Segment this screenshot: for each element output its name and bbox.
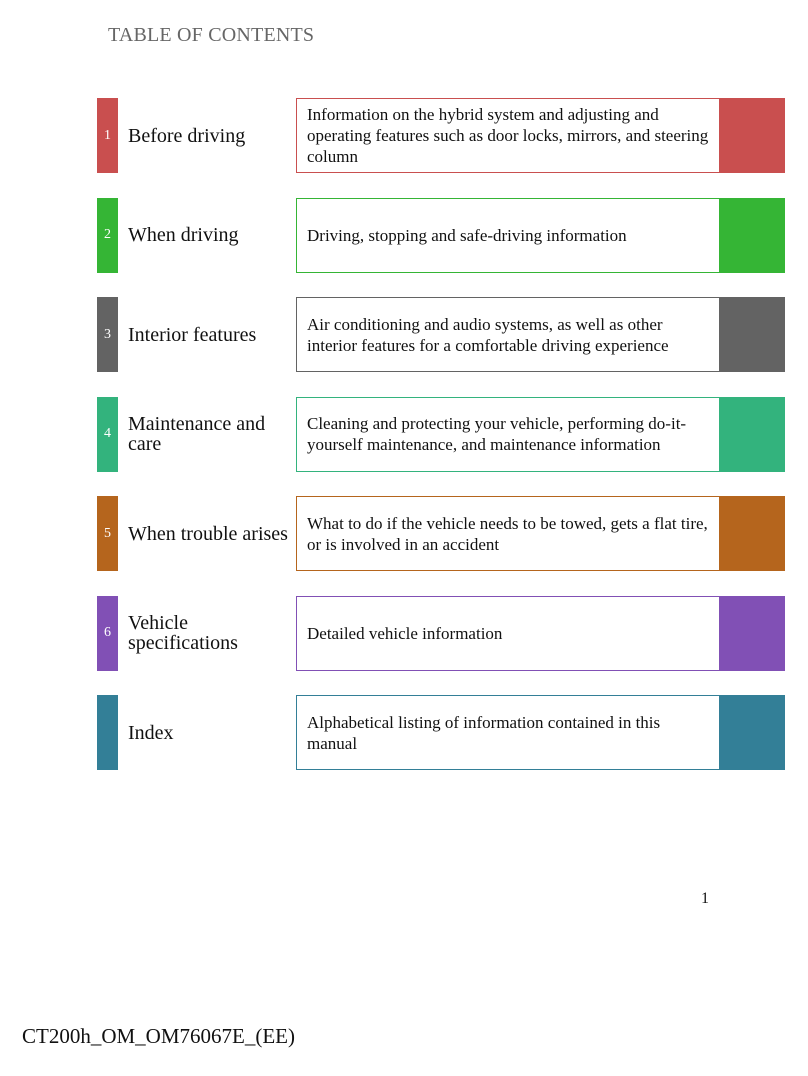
chapter-title[interactable]: Before driving [128, 124, 246, 147]
toc-row-maintenance-and-care[interactable] [97, 397, 785, 472]
chapter-title[interactable]: Interior features [128, 323, 257, 346]
chapter-description: Information on the hybrid system and adjusting and operating features such as door locks, mirrors, and steering column [296, 98, 720, 173]
chapter-description: Driving, stopping and safe-driving information [296, 198, 720, 273]
toc-row-before-driving[interactable] [97, 98, 785, 173]
chapter-color-tab[interactable] [720, 596, 785, 671]
chapter-description: Cleaning and protecting your vehicle, performing do-it-yourself maintenance, and maintenance information [296, 397, 720, 472]
chapter-color-tab[interactable] [720, 496, 785, 571]
chapter-color-tab[interactable] [720, 397, 785, 472]
chapter-title[interactable]: When trouble arises [128, 522, 288, 545]
toc-row-vehicle-specifications[interactable] [97, 596, 785, 671]
chapter-description: Air conditioning and audio systems, as well as other interior features for a comfortable driving experience [296, 297, 720, 372]
toc-row-when-driving[interactable] [97, 198, 785, 273]
chapter-title[interactable]: Maintenance and care [128, 413, 266, 455]
chapter-color-tab[interactable] [720, 297, 785, 372]
chapter-color-tab[interactable] [720, 695, 785, 770]
toc-row-when-trouble-arises[interactable] [97, 496, 785, 571]
chapter-title[interactable]: When driving [128, 224, 239, 246]
chapter-number-tab: 1 [97, 98, 118, 173]
chapter-number-tab [97, 695, 118, 770]
chapter-description: Alphabetical listing of information contained in this manual [296, 695, 720, 770]
chapter-title[interactable]: Vehicle specifications [128, 612, 238, 654]
chapter-color-tab[interactable] [720, 98, 785, 173]
page-title: TABLE OF CONTENTS [108, 24, 315, 46]
chapter-number-tab: 2 [97, 198, 118, 273]
chapter-number-tab: 3 [97, 297, 118, 372]
toc-row-index[interactable] [97, 695, 785, 770]
chapter-description: What to do if the vehicle needs to be towed, gets a flat tire, or is involved in an accident [296, 496, 720, 571]
chapter-color-tab[interactable] [720, 198, 785, 273]
page-number: 1 [701, 890, 709, 907]
document-code: CT200h_OM_OM76067E_(EE) [22, 1024, 295, 1048]
chapter-title[interactable]: Index [128, 721, 174, 744]
toc-row-interior-features[interactable] [97, 297, 785, 372]
chapter-number-tab: 5 [97, 496, 118, 571]
chapter-number-tab: 6 [97, 596, 118, 671]
chapter-description: Detailed vehicle information [296, 596, 720, 671]
chapter-number-tab: 4 [97, 397, 118, 472]
